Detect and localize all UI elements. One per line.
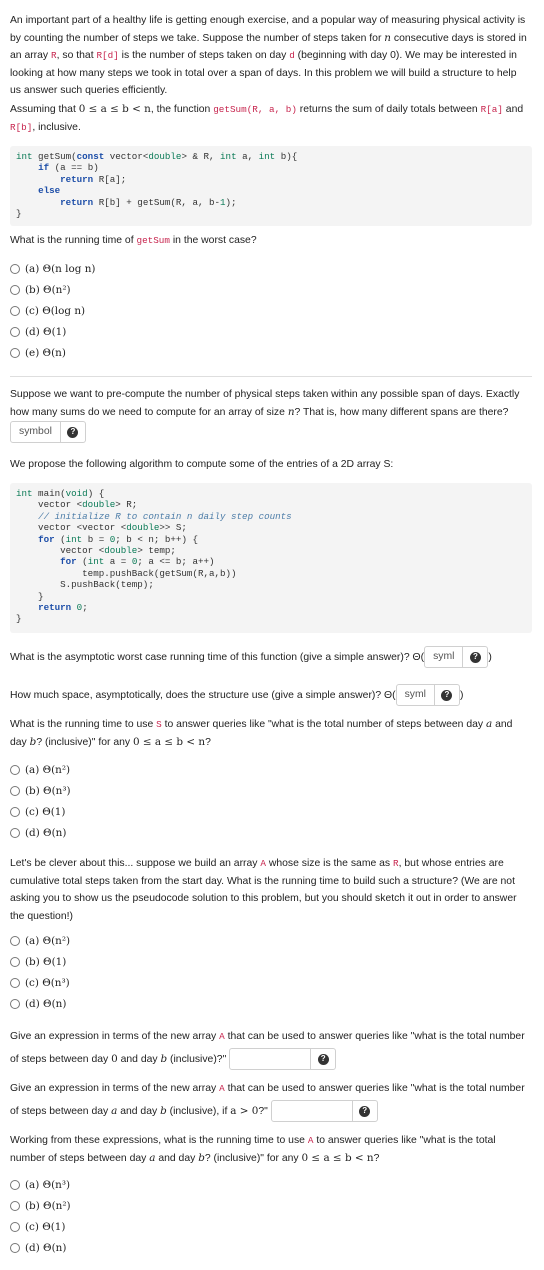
question-4: How much space, asymptotically, does the structure use (give a simple answer)? Θ( syml ? ) [10,684,530,706]
q6-option-c[interactable]: (c) Θ(n³) [10,974,70,992]
question-6: Let's be clever about this... suppose we build an array A whose size is the same as R, but whose entries are cumulative total steps taken from the start day. What is the running time to build such a structure? (We are not asking you to show us the pseudocode solution to this problem, but you should sketch it out in order to answer the question!) [10,858,517,922]
q1-option-c[interactable]: (c) Θ(log n) [10,302,85,320]
q9-option-d[interactable]: (d) Θ(n) [10,1239,66,1257]
radio-button[interactable] [10,765,20,775]
help-button[interactable] [462,647,487,667]
radio-button[interactable] [10,978,20,988]
help-button[interactable] [352,1101,377,1121]
q6-option-a[interactable]: (a) Θ(n²) [10,932,70,950]
intro-paragraph: An important part of a healthy life is getting enough exercise, and a popular way of measuring physical activity is by counting the number of steps we take. Suppose the number of steps taken for n consecutive days is stored in an array R, so that R[d] is the number of steps taken on day d (beginning with day 0). We may be interested in looking at how many steps we took in total over a span of days. In this problem we will build a structure to help us answer such queries efficiently. [10,15,527,96]
code-line: if (a == b) [38,162,99,174]
help-icon: ? [441,690,452,701]
assumption-paragraph: Assuming that 0 ≤ a ≤ b < n, the function getSum(R, a, b) returns the sum of daily totals between R[a] and R[b], inclusive. [10,103,524,133]
help-button[interactable] [434,685,459,705]
help-icon: ? [318,1054,329,1065]
question-2: Suppose we want to pre-compute the number of physical steps taken within any possible span of days. Exactly how many sums do we need to compute for an array of size n? That is, how many different spans are there? symbol ? [10,386,530,443]
code-line: int getSum(const vector<double> & R, int a, int b){ [16,151,298,162]
question-1: What is the running time of getSum in the worst case? [10,235,257,246]
help-icon: ? [470,652,481,663]
code-line: return R[b] + getSum(R, a, b-1); [60,196,237,208]
q9-option-a[interactable]: (a) Θ(n³) [10,1176,70,1194]
q1-option-b[interactable]: (b) Θ(n²) [10,281,71,299]
code-line: temp.pushBack(getSum(R,a,b)) [16,567,237,579]
q9-option-b[interactable]: (b) Θ(n²) [10,1197,71,1215]
divider [10,376,532,377]
radio-button[interactable] [10,1180,20,1190]
math-range: 0 ≤ a ≤ b < n [78,103,151,115]
code-line: return R[a]; [60,173,127,185]
q9-option-c[interactable]: (c) Θ(1) [10,1218,65,1236]
propose-paragraph: We propose the following algorithm to compute some of the entries of a 2D array S: [10,459,394,470]
q6-option-d[interactable]: (d) Θ(n) [10,995,66,1013]
q5-option-b[interactable]: (b) Θ(n³) [10,782,71,800]
answer-input-expr-general[interactable] [271,1100,378,1122]
inline-code-getsum: getSum(R, a, b) [213,104,297,115]
radio-button[interactable] [10,999,20,1009]
code-line: // initialize R to contain n daily step counts [38,510,292,522]
radio-button[interactable] [10,1222,20,1232]
answer-input-spans[interactable]: symbol ? [10,421,86,443]
answer-input-space[interactable]: syml ? [396,684,460,706]
question-9: Working from these expressions, what is the running time to use A to answer queries like "what is the total number of steps between day a and day b? (inclusive)" for any 0 ≤ a ≤ b < n? [10,1135,496,1164]
radio-button[interactable] [10,957,20,967]
radio-button[interactable] [10,285,20,295]
radio-button[interactable] [10,348,20,358]
code-line: } [16,208,22,220]
q5-option-a[interactable]: (a) Θ(n²) [10,761,70,779]
q5-option-d[interactable]: (d) Θ(n) [10,824,66,842]
q1-option-d[interactable]: (d) Θ(1) [10,323,66,341]
code-line: vector <double> temp; [16,545,176,557]
code-line: } [16,590,44,602]
code-block-getsum [10,146,532,226]
radio-button[interactable] [10,786,20,796]
code-line: int main(void) { [16,488,105,499]
radio-button[interactable] [10,1243,20,1253]
code-line: vector <vector <double>> S; [16,522,187,534]
answer-input-runtime[interactable]: syml ? [424,646,488,668]
radio-button[interactable] [10,936,20,946]
code-line: for (int a = 0; a <= b; a++) [60,556,215,568]
radio-button[interactable] [10,264,20,274]
code-line: else [38,185,61,197]
help-button[interactable] [60,422,85,442]
question-7: Give an expression in terms of the new array A that can be used to answer queries like "what is the total number of steps between day 0 and day b (inclusive)?" ? [10,1026,530,1071]
code-line: for (int b = 0; b < n; b++) { [38,533,198,545]
answer-input-expr-zero[interactable] [229,1048,336,1070]
code-line: } [16,613,22,625]
q5-option-c[interactable]: (c) Θ(1) [10,803,65,821]
radio-button[interactable] [10,828,20,838]
intro-text-1: An important part of a healthy life is getting enough exercise, and a popular way of measuring physical activity is by counting the number of steps we take. Suppose the number of steps taken for [10,15,526,44]
help-button[interactable] [310,1049,335,1069]
q6-option-b[interactable]: (b) Θ(1) [10,953,66,971]
help-icon: ? [67,427,78,438]
help-icon: ? [359,1106,370,1117]
question-3: What is the asymptotic worst case running time of this function (give a simple answer)? Θ( syml ? ) [10,646,530,668]
code-line: vector <double> R; [16,499,138,511]
radio-button[interactable] [10,807,20,817]
radio-button[interactable] [10,1201,20,1211]
radio-button[interactable] [10,306,20,316]
code-line: return 0; [38,602,88,614]
question-8: Give an expression in terms of the new array A that can be used to answer queries like "what is the total number of steps between day a and day b (inclusive), if a > 0?" ? [10,1078,530,1123]
question-5: What is the running time to use S to answer queries like "what is the total number of steps between day a and day b? (inclusive)" for any 0 ≤ a ≤ b < n? [10,718,513,748]
radio-button[interactable] [10,327,20,337]
q1-option-e[interactable]: (e) Θ(n) [10,344,66,362]
code-block-main [10,483,532,633]
q1-option-a[interactable]: (a) Θ(n log n) [10,260,95,278]
code-line: S.pushBack(temp); [16,579,154,591]
